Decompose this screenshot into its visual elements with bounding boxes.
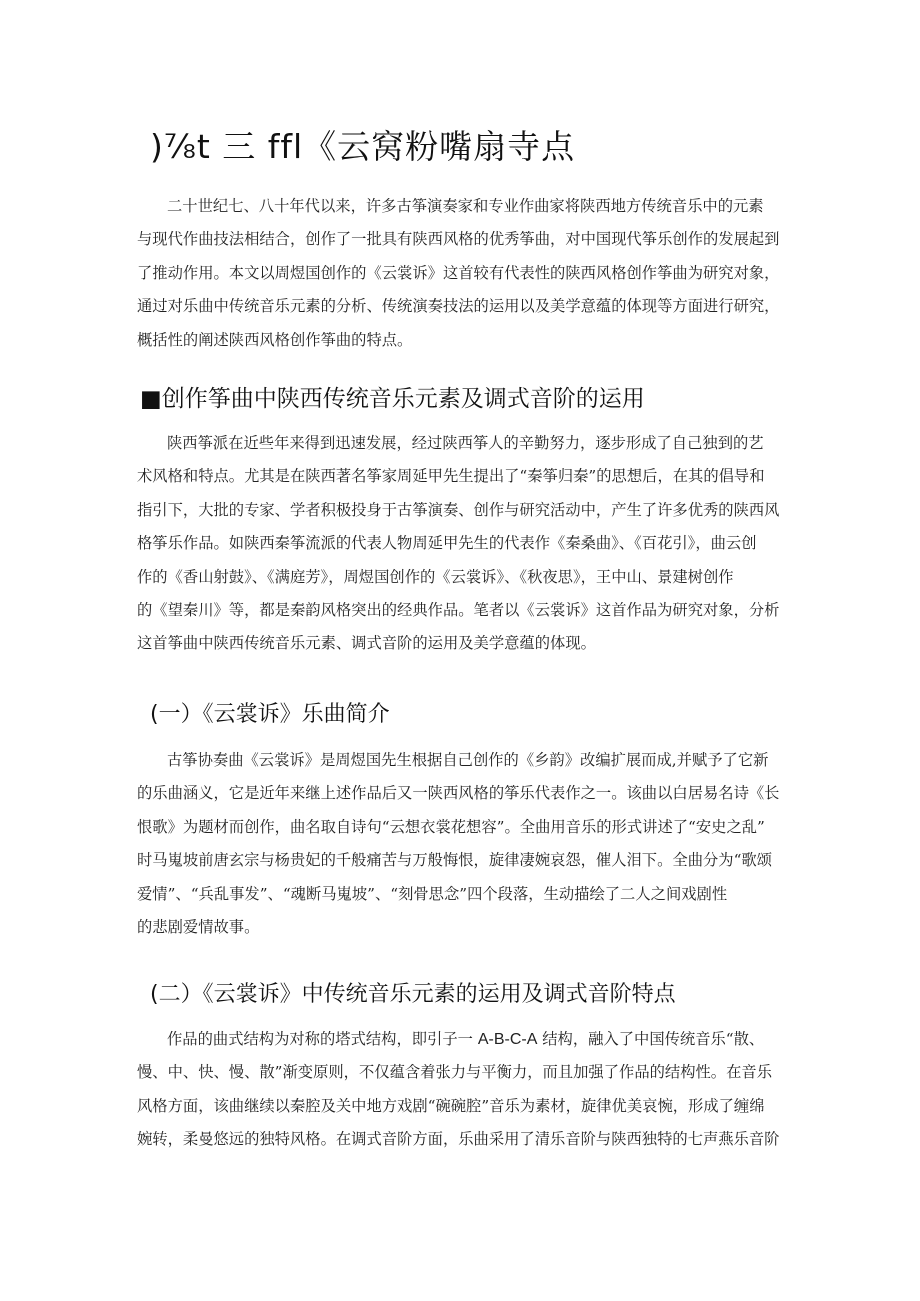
section-heading-1: ■创作筝曲中陕西传统音乐元素及调式音阶的运用	[140, 386, 645, 412]
section1-line: 术风格和特点。尤其是在陕西著名筝家周延甲先生提出了“秦筝归秦”的思想后，在其的倡导和	[137, 467, 765, 486]
intro-paragraph	[137, 190, 800, 357]
intro-line: 概括性的阐述陕西风格创作筝曲的特点。	[137, 330, 413, 349]
subsection-heading-1: (一）《云裳诉》乐曲简介	[150, 702, 390, 727]
sub1-line: 的悲剧爱情故事。	[137, 918, 260, 937]
sub1-paragraph	[137, 744, 800, 944]
sub2-line: 慢、中、快、慢、散”渐变原则，不仅蕴含着张力与平衡力，而且加强了作品的结构性。在音乐	[137, 1063, 772, 1082]
sub2-paragraph	[137, 1023, 800, 1157]
document-title: )⅞t 三 ffl《云窝粉嘴扇寺点	[150, 127, 576, 166]
subsection-heading-2: (二）《云裳诉》中传统音乐元素的运用及调式音阶特点	[150, 982, 676, 1007]
intro-line: 通过对乐曲中传统音乐元素的分析、传统演奏技法的运用以及美学意蕴的体现等方面进行研究，	[137, 297, 780, 316]
sub2-line	[137, 1023, 800, 1056]
section1-line: 作的《香山射鼓》、《满庭芳》，周煜国创作的《云裳诉》、《秋夜思》，王中山、景建树创作	[137, 567, 734, 586]
sub1-line: 的乐曲涵义，它是近年来继上述作品后又一陕西风格的筝乐代表作之一。该曲以白居易名诗《长	[137, 784, 780, 803]
sub2-line1-before: 作品的曲式结构为对称的塔式结构，即引子一	[167, 1030, 478, 1048]
structure-label: A-B-C-A	[477, 1031, 538, 1048]
intro-line: 二十世纪七、八十年代以来，许多古筝演奏家和专业作曲家将陕西地方传统音乐中的元素	[167, 197, 764, 215]
sub1-line: 爱情”、“兵乱事发”、“魂断马嵬坡”、“刻骨思念”四个段落，生动描绘了二人之间戏剧性	[137, 884, 728, 903]
sub2-line1-after: 结构，融入了中国传统音乐“散、	[537, 1030, 765, 1048]
section1-line: 陕西筝派在近些年来得到迅速发展，经过陕西筝人的辛勤努力，逐步形成了自己独到的艺	[167, 434, 764, 452]
sub2-line: 风格方面，该曲继续以秦腔及关中地方戏剧“碗碗腔”音乐为素材，旋律优美哀惋，形成了缠绵	[137, 1096, 765, 1115]
section1-line: 指引下，大批的专家、学者积极投身于古筝演奏、创作与研究活动中，产生了许多优秀的陕西风	[137, 500, 780, 519]
section1-line: 的《望秦川》等，都是秦韵风格突出的经典作品。笔者以《云裳诉》这首作品为研究对象，分析	[137, 601, 780, 620]
section1-paragraph	[137, 427, 800, 661]
sub2-line: 婉转，柔曼悠远的独特风格。在调式音阶方面，乐曲采用了清乐音阶与陕西独特的七声燕乐音阶	[137, 1130, 780, 1149]
intro-line: 与现代作曲技法相结合，创作了一批具有陕西风格的优秀筝曲，对中国现代筝乐创作的发展起到	[137, 230, 780, 249]
section1-line: 这首筝曲中陕西传统音乐元素、调式音阶的运用及美学意蕴的体现。	[137, 634, 596, 653]
sub1-line: 时马嵬坡前唐玄宗与杨贵妃的千般痛苦与万般悔恨，旋律凄婉哀怨，催人泪下。全曲分为“歌颂	[137, 851, 772, 870]
intro-line: 了推动作用。本文以周煜国创作的《云裳诉》这首较有代表性的陕西风格创作筝曲为研究对象，	[137, 263, 780, 282]
sub1-line: 古筝协奏曲《云裳诉》是周煜国先生根据自己创作的《乡韵》改编扩展而成,并赋予了它新	[167, 751, 769, 769]
sub1-line: 恨歌》为题材而创作，曲名取自诗句“云想衣裳花想容”。全曲用音乐的形式讲述了“安史之乱”	[137, 817, 765, 836]
section1-line: 格筝乐作品。如陕西秦筝流派的代表人物周延甲先生的代表作《秦桑曲》、《百花引》，曲云创	[137, 534, 757, 553]
